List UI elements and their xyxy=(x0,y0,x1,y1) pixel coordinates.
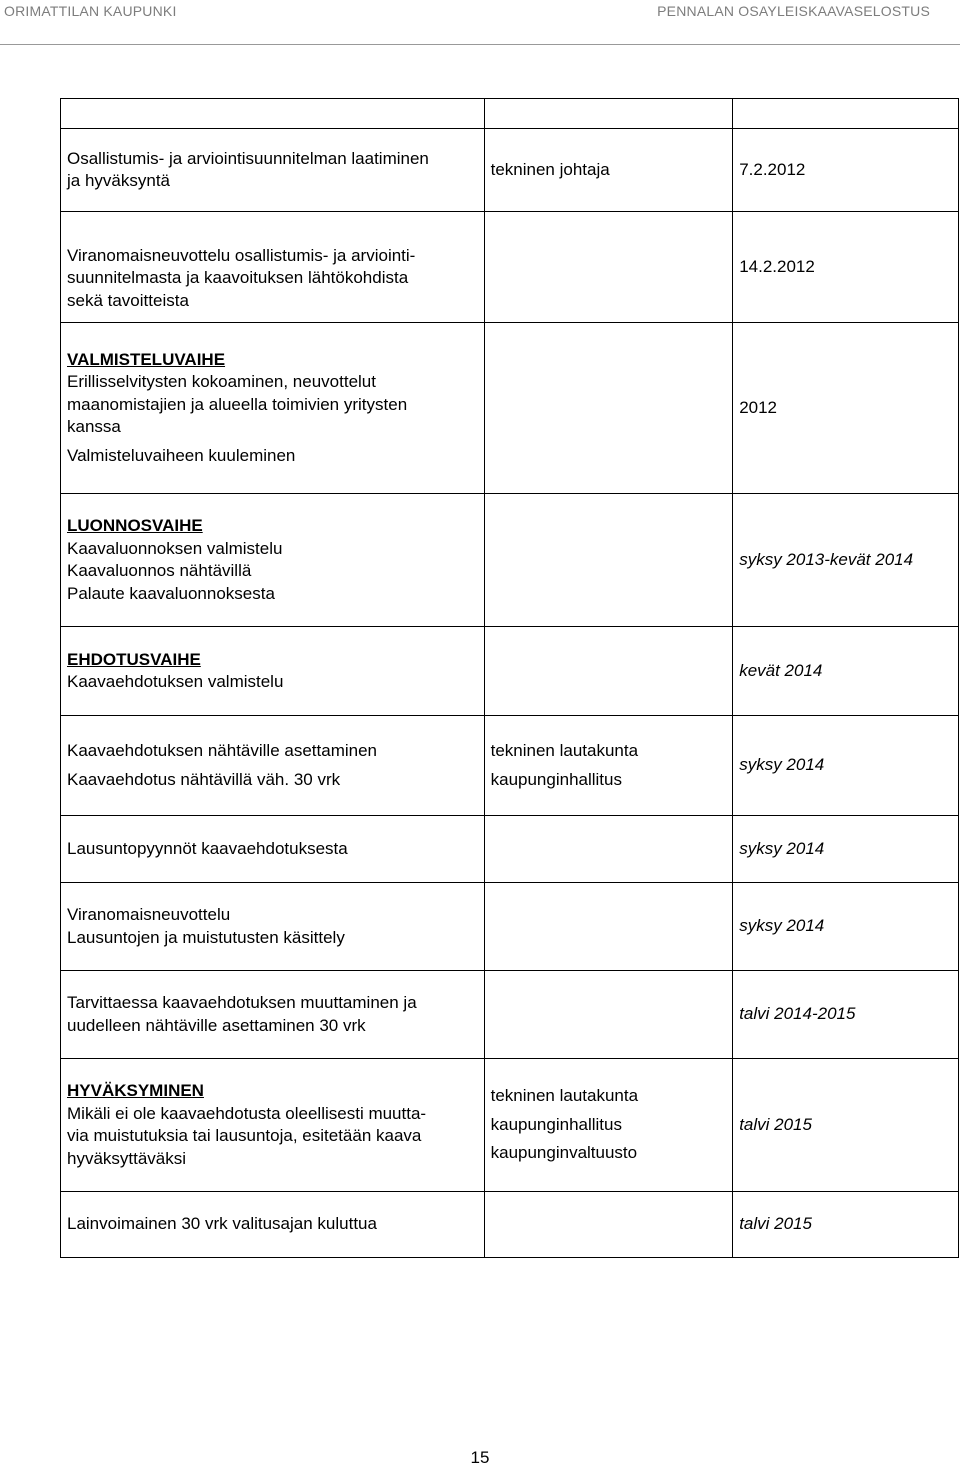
step-cell xyxy=(61,971,485,1059)
time-cell xyxy=(733,1059,959,1192)
time-text: 7.2.2012 xyxy=(739,159,806,179)
table-row xyxy=(61,883,959,971)
schedule-table xyxy=(60,98,959,1258)
table-row xyxy=(61,129,959,212)
step-cell xyxy=(61,323,485,494)
time-cell xyxy=(733,212,959,323)
step-line: Lausuntopyynnöt kaavaehdotuksesta xyxy=(67,838,348,858)
phase-heading: HYVÄKSYMINEN xyxy=(67,1081,204,1100)
step-line: Valmisteluvaiheen kuuleminen xyxy=(67,445,296,465)
step-cell xyxy=(61,1059,485,1192)
body-line: kaupunginvaltuusto xyxy=(490,1143,638,1163)
body-line: tekninen lautakunta xyxy=(490,1086,639,1106)
step-line: Lausuntojen ja muistutusten käsittely xyxy=(67,927,345,947)
step-cell xyxy=(61,1192,485,1258)
step-cell xyxy=(61,816,485,883)
time-cell xyxy=(733,1192,959,1258)
table-row xyxy=(61,1059,959,1192)
header-organization: ORIMATTILAN KAUPUNKI xyxy=(4,3,177,19)
step-line: Viranomaisneuvottelu osallistumis- ja arviointi- xyxy=(67,245,416,265)
step-line: ja hyväksyntä xyxy=(67,171,170,190)
body-cell xyxy=(484,1192,733,1258)
body-cell xyxy=(484,129,733,212)
step-cell xyxy=(61,494,485,627)
step-line: sekä tavoitteista xyxy=(67,290,189,310)
body-line: tekninen johtaja xyxy=(490,159,610,179)
step-line: Kaavaehdotuksen nähtäville asettaminen xyxy=(67,741,377,760)
table-row xyxy=(61,816,959,883)
header-document-title: PENNALAN OSAYLEISKAAVASELOSTUS xyxy=(657,3,930,19)
table-row xyxy=(61,716,959,816)
step-line: Palaute kaavaluonnoksesta xyxy=(67,583,275,603)
step-line: via muistutuksia tai lausuntoja, esitetään kaava xyxy=(67,1126,422,1145)
time-text: syksy 2013-kevät 2014 xyxy=(739,549,914,569)
time-text: kevät 2014 xyxy=(739,660,823,680)
time-cell xyxy=(733,816,959,883)
step-line: suunnitelmasta ja kaavoituksen lähtökohdista xyxy=(67,268,409,287)
time-cell xyxy=(733,494,959,627)
table-row-spacer xyxy=(61,99,959,129)
body-cell xyxy=(484,627,733,716)
time-cell xyxy=(733,716,959,816)
body-cell xyxy=(484,971,733,1059)
table-row xyxy=(61,1192,959,1258)
table-cell xyxy=(484,99,733,129)
table-cell xyxy=(733,99,959,129)
table-row xyxy=(61,627,959,716)
body-line: tekninen lautakunta xyxy=(490,741,639,760)
step-cell xyxy=(61,716,485,816)
time-text: 2012 xyxy=(739,397,778,417)
time-cell xyxy=(733,323,959,494)
body-cell xyxy=(484,883,733,971)
time-cell xyxy=(733,627,959,716)
body-cell xyxy=(484,323,733,494)
body-cell xyxy=(484,816,733,883)
time-text: 14.2.2012 xyxy=(739,256,815,276)
phase-heading: VALMISTELUVAIHE xyxy=(67,349,226,369)
step-line: maanomistajien ja alueella toimivien yritysten xyxy=(67,394,408,414)
step-cell xyxy=(61,129,485,212)
table-row xyxy=(61,323,959,494)
header-divider xyxy=(0,44,960,45)
body-line: kaupunginhallitus xyxy=(490,1114,622,1134)
step-line: Mikäli ei ole kaavaehdotusta oleellisesti muutta- xyxy=(67,1103,427,1123)
page-header xyxy=(0,0,960,46)
time-text: talvi 2015 xyxy=(739,1114,812,1134)
body-cell xyxy=(484,212,733,323)
time-text: syksy 2014 xyxy=(739,916,825,936)
step-line: Viranomaisneuvottelu xyxy=(67,905,231,924)
table-row xyxy=(61,494,959,627)
time-cell xyxy=(733,971,959,1059)
body-line: kaupunginhallitus xyxy=(490,769,622,789)
step-line: hyväksyttäväksi xyxy=(67,1148,187,1168)
time-text: talvi 2014-2015 xyxy=(739,1004,856,1024)
step-cell xyxy=(61,627,485,716)
phase-heading: LUONNOSVAIHE xyxy=(67,516,203,535)
table-cell xyxy=(61,99,485,129)
step-line: Kaavaluonnoksen valmistelu xyxy=(67,538,283,558)
body-cell xyxy=(484,494,733,627)
table-row xyxy=(61,971,959,1059)
time-cell xyxy=(733,129,959,212)
step-line: Osallistumis- ja arviointisuunnitelman laatiminen xyxy=(67,148,429,168)
time-cell xyxy=(733,883,959,971)
page-number: 15 xyxy=(470,1448,490,1467)
table-row xyxy=(61,212,959,323)
time-text: syksy 2014 xyxy=(739,838,825,858)
step-line: Kaavaluonnos nähtävillä xyxy=(67,561,252,580)
step-line: uudelleen nähtäville asettaminen 30 vrk xyxy=(67,1015,366,1035)
time-text: syksy 2014 xyxy=(739,755,825,775)
step-line: Kaavaehdotuksen valmistelu xyxy=(67,672,284,691)
step-line: Erillisselvitysten kokoaminen, neuvottelut xyxy=(67,372,376,392)
body-cell xyxy=(484,1059,733,1192)
step-line: Tarvittaessa kaavaehdotuksen muuttaminen ja xyxy=(67,993,417,1012)
step-line: Lainvoimainen 30 vrk valitusajan kuluttua xyxy=(67,1214,377,1234)
phase-heading: EHDOTUSVAIHE xyxy=(67,649,201,669)
body-cell xyxy=(484,716,733,816)
step-line: Kaavaehdotus nähtävillä väh. 30 vrk xyxy=(67,769,341,789)
step-cell xyxy=(61,212,485,323)
step-cell xyxy=(61,883,485,971)
step-line: kanssa xyxy=(67,417,121,437)
time-text: talvi 2015 xyxy=(739,1214,812,1234)
